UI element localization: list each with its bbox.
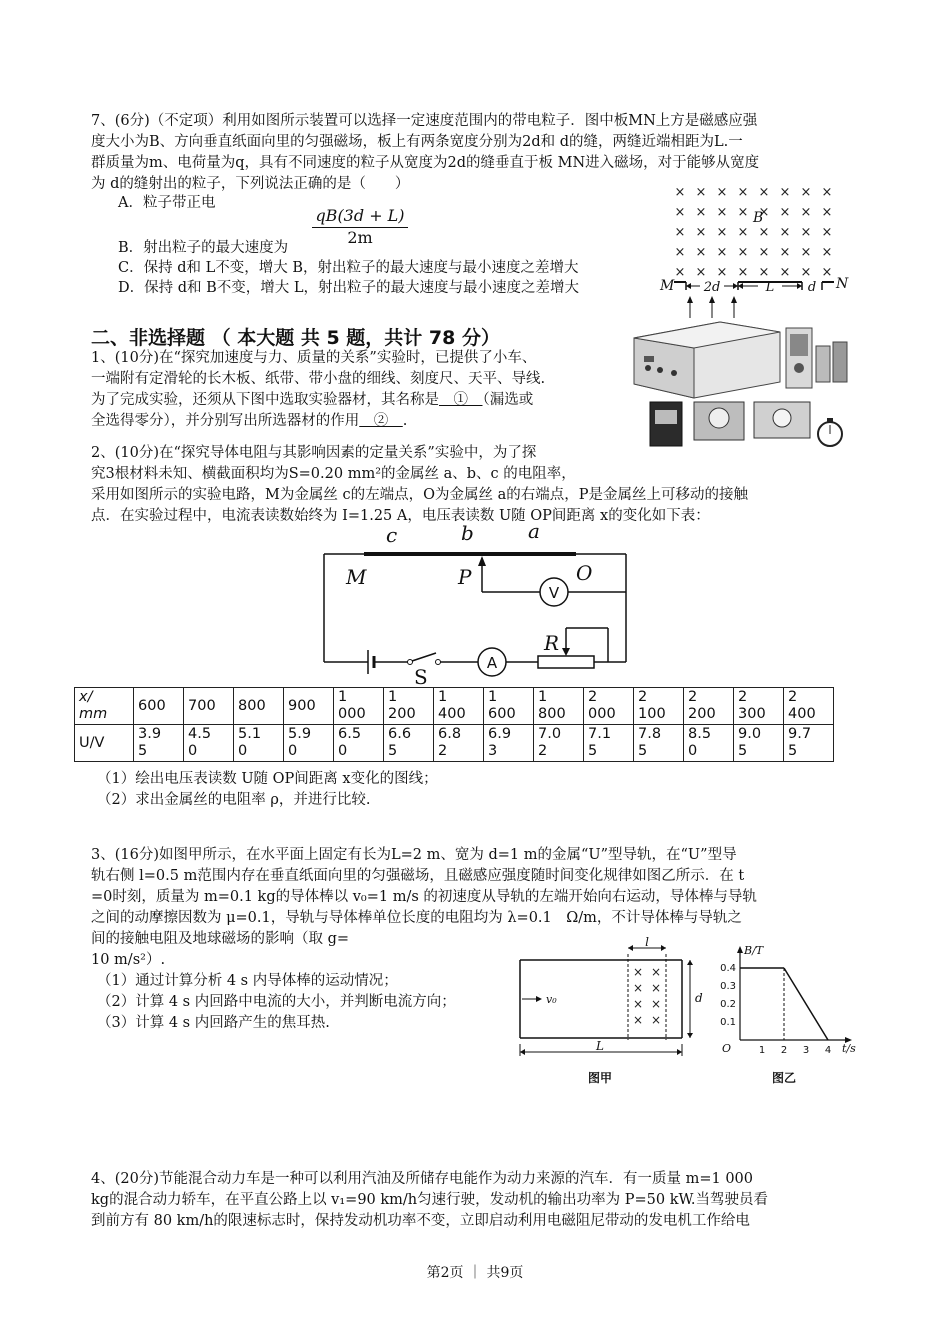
x-tick-3: 3 bbox=[802, 1045, 810, 1056]
svg-text:×: × bbox=[737, 265, 749, 280]
voltmeter-label: V bbox=[548, 584, 560, 602]
svg-text:×: × bbox=[716, 245, 728, 260]
svg-text:×: × bbox=[674, 205, 686, 220]
q3-line3: =0时刻，质量为 m=0.1 kg的导体棒以 v₀=1 m/s 的初速度从导轨的左端开始向右运动，导体棒与导轨 bbox=[91, 889, 757, 905]
svg-text:×: × bbox=[779, 185, 791, 200]
svg-text:×: × bbox=[632, 981, 644, 995]
q4-line3: 到前方有 80 km/h的限速标志时，保持发动机功率不变，立即启动利用电磁阻尼带动的发电机工作给电 bbox=[91, 1213, 750, 1229]
x-tick-2: 2 bbox=[780, 1045, 788, 1056]
y-tick-0.4: 0.4 bbox=[720, 963, 736, 974]
q3-line2: 轨右侧 l=0.5 m范围内存在垂直纸面向里的匀强磁场，且磁感应强度随时间变化规律如图乙所示．在 t bbox=[91, 868, 745, 884]
table-header-u: U/V bbox=[75, 725, 134, 762]
gap-label-l: L bbox=[765, 280, 775, 295]
q3-sub-3: （3）计算 4 s 内回路产生的焦耳热. bbox=[97, 1015, 330, 1031]
q4-line1: 4、(20分)节能混合动力车是一种可以利用汽油及所储存电能作为动力来源的汽车．有一质量 m=1 000 bbox=[91, 1171, 754, 1187]
gap-label-2d: 2d bbox=[703, 280, 721, 295]
table-cell-u: 6.8 2 bbox=[434, 725, 484, 762]
ticker-timer-image bbox=[786, 328, 812, 388]
point-label-p: P bbox=[458, 565, 472, 589]
svg-text:×: × bbox=[737, 185, 749, 200]
table-cell-u: 6.6 5 bbox=[384, 725, 434, 762]
ammeter-label: A bbox=[486, 654, 498, 672]
q3-line5: 间的接触电阻及地球磁场的影响（取 g= bbox=[91, 931, 350, 947]
point-label-m: M bbox=[346, 565, 367, 589]
page-footer: 第2页 ｜ 共9页 bbox=[426, 1265, 524, 1281]
q1-line4-text: 全选得零分），并分别写出所选器材的作用 bbox=[91, 413, 360, 429]
x-tick-1: 1 bbox=[758, 1045, 766, 1056]
q7-option-c: C．保持 d和 L不变，增大 B，射出粒子的最大速度与最小速度之差增大 bbox=[118, 260, 579, 276]
svg-text:×: × bbox=[674, 265, 686, 280]
weights-image bbox=[816, 342, 847, 382]
origin-label: O bbox=[722, 1042, 732, 1055]
svg-text:×: × bbox=[695, 205, 707, 220]
plate-label-m: M bbox=[660, 278, 675, 294]
table-cell-u: 5.1 0 bbox=[234, 725, 284, 762]
plate-label-n: N bbox=[836, 276, 849, 292]
q1-line4 bbox=[91, 411, 407, 432]
q2-line1: 2、(10分)在“探究导体电阻与其影响因素的定量关系”实验中，为了探 bbox=[91, 445, 537, 461]
svg-text:×: × bbox=[821, 225, 833, 240]
b-decline-segment bbox=[784, 968, 828, 1040]
q3-line6: 10 m/s²）. bbox=[91, 952, 166, 968]
table-cell-u: 9.0 5 bbox=[734, 725, 784, 762]
q1-line2: 一端附有定滑轮的长木板、纸带、带小盘的细线、刻度尺、天平、导线. bbox=[91, 371, 546, 387]
svg-text:×: × bbox=[737, 245, 749, 260]
table-cell-x: 1 400 bbox=[434, 688, 484, 725]
field-label-b: B bbox=[753, 210, 764, 226]
wire-label-c: c bbox=[386, 523, 398, 547]
q7-line3: 群质量为m、电荷量为q，具有不同速度的粒子从宽度为2d的缝垂直于板 MN进入磁场，对于能够从宽度 bbox=[91, 155, 760, 171]
svg-text:×: × bbox=[695, 225, 707, 240]
table-row-u bbox=[75, 725, 834, 762]
svg-text:×: × bbox=[716, 185, 728, 200]
resistor-label-r: R bbox=[544, 631, 560, 655]
svg-text:×: × bbox=[716, 205, 728, 220]
svg-text:×: × bbox=[821, 245, 833, 260]
table-cell-x: 900 bbox=[284, 688, 334, 725]
x-axis-label: t/s bbox=[842, 1042, 856, 1055]
svg-text:×: × bbox=[650, 997, 662, 1011]
table-cell-x: 700 bbox=[184, 688, 234, 725]
svg-text:×: × bbox=[821, 185, 833, 200]
q7-line1: 7、(6分)（不定项）利用如图所示装置可以选择一定速度范围内的带电粒子．图中板MN上方是磁感应强 bbox=[91, 113, 758, 129]
table-cell-x: 2 000 bbox=[584, 688, 634, 725]
svg-text:×: × bbox=[779, 225, 791, 240]
meter-image-2 bbox=[694, 402, 744, 440]
q3-figure-yi-graph bbox=[714, 940, 864, 1088]
svg-text:×: × bbox=[737, 205, 749, 220]
svg-text:×: × bbox=[821, 205, 833, 220]
stopwatch-image bbox=[818, 418, 842, 446]
svg-text:×: × bbox=[632, 1013, 644, 1027]
table-cell-x: 800 bbox=[234, 688, 284, 725]
svg-text:×: × bbox=[758, 205, 770, 220]
dim-label-big-l: L bbox=[596, 1039, 604, 1053]
q2-line3: 采用如图所示的实验电路，M为金属丝 c的左端点，O为金属丝 a的右端点，P是金属丝上可移动的接触 bbox=[91, 487, 748, 503]
q1-line3b: （漏选或 bbox=[482, 392, 534, 408]
q3-line4: 之间的动摩擦因数为 μ=0.1，导轨与导体棒单位长度的电阻均为 λ=0.1 Ω/m，不计导体棒与导轨之 bbox=[91, 910, 742, 926]
dim-label-d: d bbox=[695, 991, 703, 1005]
fraction-numerator: qB(3d + L) bbox=[312, 206, 408, 228]
table-cell-x: 2 400 bbox=[784, 688, 834, 725]
svg-text:×: × bbox=[737, 225, 749, 240]
q1-line4-end: . bbox=[402, 413, 408, 429]
svg-text:×: × bbox=[800, 205, 812, 220]
table-cell-u: 6.5 0 bbox=[334, 725, 384, 762]
q7-option-b: B．射出粒子的最大速度为 bbox=[118, 240, 289, 256]
svg-text:×: × bbox=[800, 185, 812, 200]
svg-text:×: × bbox=[674, 225, 686, 240]
q1-blank-1: ① bbox=[439, 392, 483, 408]
q1-equipment-figure bbox=[630, 318, 852, 466]
table-cell-x: 2 300 bbox=[734, 688, 784, 725]
meter-image-1 bbox=[650, 402, 682, 446]
table-header-x: x/ mm bbox=[75, 688, 134, 725]
point-label-o: O bbox=[576, 561, 593, 585]
svg-text:×: × bbox=[800, 245, 812, 260]
table-cell-x: 1 800 bbox=[534, 688, 584, 725]
table-cell-x: 2 100 bbox=[634, 688, 684, 725]
table-cell-u: 5.9 0 bbox=[284, 725, 334, 762]
table-cell-u: 7.8 5 bbox=[634, 725, 684, 762]
table-cell-x: 1 200 bbox=[384, 688, 434, 725]
y-tick-0.1: 0.1 bbox=[720, 1017, 736, 1028]
svg-text:×: × bbox=[758, 225, 770, 240]
q3-sub-2: （2）计算 4 s 内回路中电流的大小，并判断电流方向； bbox=[97, 994, 456, 1010]
power-supply-image bbox=[634, 322, 780, 398]
q2-data-table bbox=[74, 687, 834, 762]
wire-label-b: b bbox=[461, 521, 474, 545]
wire-label-a: a bbox=[528, 519, 540, 543]
q7-magnetic-field-figure bbox=[652, 178, 848, 323]
q2-line4: 点．在实验过程中，电流表读数始终为 I=1.25 A，电压表读数 U随 OP间距离 x的变化如下表： bbox=[91, 508, 710, 524]
svg-text:×: × bbox=[695, 265, 707, 280]
caption-jia: 图甲 bbox=[587, 1071, 613, 1085]
svg-text:×: × bbox=[674, 185, 686, 200]
table-cell-u: 4.5 0 bbox=[184, 725, 234, 762]
svg-text:×: × bbox=[674, 245, 686, 260]
q1-blank-2: ② bbox=[359, 413, 403, 429]
table-row-x bbox=[75, 688, 834, 725]
table-cell-u: 9.7 5 bbox=[784, 725, 834, 762]
y-axis-label: B/T bbox=[744, 944, 764, 957]
svg-text:×: × bbox=[800, 225, 812, 240]
x-tick-4: 4 bbox=[824, 1045, 832, 1056]
gap-label-d: d bbox=[807, 280, 817, 295]
svg-text:×: × bbox=[758, 265, 770, 280]
table-cell-u: 7.1 5 bbox=[584, 725, 634, 762]
q1-line1: 1、(10分)在“探究加速度与力、质量的关系”实验时，已提供了小车、 bbox=[91, 350, 537, 366]
svg-text:×: × bbox=[695, 185, 707, 200]
svg-text:×: × bbox=[650, 1013, 662, 1027]
table-cell-x: 1 000 bbox=[334, 688, 384, 725]
q3-figure-jia bbox=[508, 935, 703, 1088]
meter-image-3 bbox=[754, 402, 810, 438]
table-cell-x: 600 bbox=[134, 688, 184, 725]
switch-label-s: S bbox=[414, 665, 428, 689]
q2-line2: 究3根材料未知、横截面积均为S=0.20 mm²的金属丝 a、b、c 的电阻率， bbox=[91, 466, 576, 482]
svg-text:×: × bbox=[758, 185, 770, 200]
q1-line3-text: 为了完成实验，还须从下图中选取实验器材，其名称是 bbox=[91, 392, 439, 408]
q7-line4: 为 d的缝射出的粒子，下列说法正确的是（ ） bbox=[91, 176, 410, 192]
svg-text:×: × bbox=[632, 965, 644, 979]
q7-option-a: A．粒子带正电 bbox=[118, 195, 216, 211]
table-cell-u: 7.0 2 bbox=[534, 725, 584, 762]
section-heading: 二、非选择题 （ 本大题 共 5 题，共计 78 分） bbox=[91, 327, 500, 349]
table-cell-u: 3.9 5 bbox=[134, 725, 184, 762]
table-cell-x: 1 600 bbox=[484, 688, 534, 725]
svg-text:×: × bbox=[695, 245, 707, 260]
svg-text:×: × bbox=[821, 265, 833, 280]
svg-text:×: × bbox=[716, 225, 728, 240]
q2-sub-1: （1）绘出电压表读数 U随 OP间距离 x变化的图线； bbox=[97, 771, 438, 787]
q3-line1: 3、(16分)如图甲所示，在水平面上固定有长为L=2 m、宽为 d=1 m的金属“U”型导轨，在“U”型导 bbox=[91, 847, 737, 863]
fraction-denominator: 2m bbox=[347, 228, 373, 247]
table-cell-x: 2 200 bbox=[684, 688, 734, 725]
svg-text:×: × bbox=[650, 965, 662, 979]
q2-circuit-diagram bbox=[318, 519, 634, 690]
table-cell-u: 6.9 3 bbox=[484, 725, 534, 762]
velocity-label: v₀ bbox=[546, 993, 557, 1006]
q1-line3 bbox=[91, 390, 533, 411]
caption-yi: 图乙 bbox=[771, 1071, 797, 1085]
svg-text:×: × bbox=[779, 265, 791, 280]
q3-sub-1: （1）通过计算分析 4 s 内导体棒的运动情况； bbox=[97, 973, 398, 989]
y-tick-0.3: 0.3 bbox=[720, 981, 736, 992]
svg-text:×: × bbox=[650, 981, 662, 995]
svg-text:×: × bbox=[779, 205, 791, 220]
table-cell-u: 8.5 0 bbox=[684, 725, 734, 762]
rheostat-symbol bbox=[538, 656, 594, 668]
svg-text:×: × bbox=[632, 997, 644, 1011]
svg-text:×: × bbox=[758, 245, 770, 260]
dim-label-l: l bbox=[645, 935, 649, 949]
y-tick-0.2: 0.2 bbox=[720, 999, 736, 1010]
svg-text:×: × bbox=[716, 265, 728, 280]
svg-text:×: × bbox=[779, 245, 791, 260]
q7-fraction bbox=[312, 206, 408, 248]
q7-option-d: D．保持 d和 B不变，增大 L，射出粒子的最大速度与最小速度之差增大 bbox=[118, 280, 580, 296]
q2-sub-2: （2）求出金属丝的电阻率 ρ，并进行比较. bbox=[97, 792, 371, 808]
svg-text:×: × bbox=[800, 265, 812, 280]
q7-line2: 度大小为B、方向垂直纸面向里的匀强磁场，板上有两条宽度分别为2d和 d的缝，两缝近端相距为L.一 bbox=[91, 134, 743, 150]
q4-line2: kg的混合动力轿车，在平直公路上以 v₁=90 km/h匀速行驶，发动机的输出功率为 P=50 kW.当驾驶员看 bbox=[91, 1192, 768, 1208]
